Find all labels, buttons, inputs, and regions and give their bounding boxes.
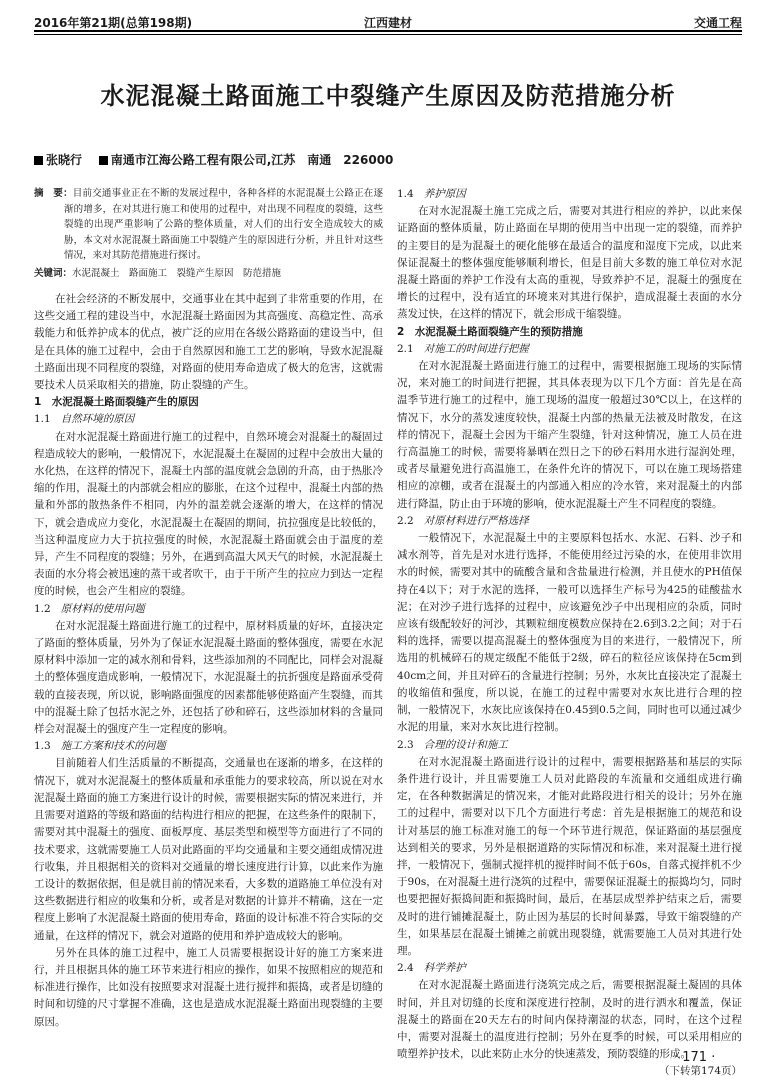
- paragraph-1-3: 目前随着人们生活质量的不断提高，交通量也在逐渐的增多，在这样的情况下，就对水泥混凝土的整体质量和承重能力的要求较高，所以说在对水泥混凝土路面的施工方案进行设计的时候，需要根据实际的情况来进行，并且需要对道路的等级和路面的结构进行相应的把握，在这些条件的限制下，需要对其中混凝土的强度、面板厚度、基层类型和模型等方面进行了不同的技术要求，这就需要施工人员对此路面的平均交通量和主要交通组成情况进行收集，并且根据相关的资料对交通量的增长速度进行计算，以此来作为施工设计的数据依据，但是就目前的情况来看，大多数的道路施工单位没有对这些数据进行相应的收集和分析，或者是对数据的计算并不精确，这在一定程度上影响了水泥混凝土路面的使用寿命，路面的设计标准不符合实际的交通量，在这样的情况下，就会对道路的使用和养护造成较大的影响。: [34, 757, 383, 942]
- paragraph-1-4: 在对水泥混凝土施工完成之后，需要对其进行相应的养护，以此来保证路面的整体质量，防止路面在早期的使用当中出现一定的裂缝，而养护的主要目的是为混凝土的硬化能够在最适合的温度和湿度下完成，以此来保证混凝土的整体强度能够顺利增长，但是目前大多数的施工单位对水泥混凝土路面的养护工作没有太高的重视，导致养护不足，混凝土的强度在增长的过程中，没有适宜的环境来对其进行保护，造成混凝土表面的水分蒸发过快，在这样的情况下，就会形成干缩裂缝。: [397, 205, 742, 321]
- paragraph-2-4: 在对水泥混凝土路面进行浇筑完成之后，需要根据混凝土凝固的具体时间，并且对切缝的长度和深度进行控制，及时的进行洒水和覆盖，保证混凝土的路面在20天左右的时间内保持潮湿的状态，同时，在这个过程中，需要对混凝土的温度进行控制；另外在夏季的时候，可以采用相应的喷塑养护技术，以此来防止水分的快速蒸发，预防裂缝的形成。: [397, 979, 742, 1061]
- issue-info: 2016年第21期(总第198期): [34, 16, 193, 30]
- journal-name: 江西建材: [363, 16, 412, 30]
- section-heading-1: 1 水泥混凝土路面裂缝产生的原因: [34, 396, 199, 409]
- keywords-text: 水泥混凝土 路面施工 裂缝产生原因 防范措施: [72, 267, 282, 279]
- bullet-square-icon: [99, 156, 108, 165]
- abstract-label: 摘 要：: [34, 188, 73, 199]
- paragraph-2-2: 一般情况下，水泥混凝土中的主要原料包括水、水泥、石料、沙子和减水剂等，首先是对水进行选择，不能使用经过污染的水，在使用非饮用水的时候，需要对其中的硫酸含量和含盐量进行检测，并且使水的PH值保持在4以下；对于水泥的选择，一般可以选择生产标号为425的硅酸盐水泥；在对沙子进行选择的过程中，应该避免沙子中出现相应的杂质，同时应该有级配较好的河沙，其颗粒细度模数应保持在2.6到3.2之间；对于石料的选择，需要以提高混凝土的整体强度为目的来进行，一般情况下，所选用的机械碎石的规定级配不能低于2级，碎石的粒径应该保持在5cm到40cm之间，并且对碎石的含量进行控制；另外，水灰比直接决定了混凝土的收缩值和强度，所以说，在施工的过程中需要对水灰比进行合理的控制，一般情况下，水灰比应该保持在0.45到0.5之间，同时也可以通过减少水泥的用量，来对水灰比进行控制。: [397, 532, 742, 734]
- paragraph-1-2: 在对水泥混凝土路面进行施工的过程中，原材料质量的好坏，直接决定了路面的整体质量，另外为了保证水泥混凝土路面的整体强度，需要在水泥原材料中添加一定的减水剂和骨料，这些添加剂的不同配比，同样会对混凝土的整体强度造成影响，一般情况下，水泥混凝土的抗折强度是路面承受荷载的直接表现，所以说，影响路面强度的因素都能够使路面产生裂缝，而其中的混凝土除了包括水泥之外，还包括了砂和碎石，这些添加材料的含量同样会对混凝土的强度产生一定程度的影响。: [34, 619, 383, 736]
- subsection-heading-2-1: 2.1 对施工的时间进行把握: [397, 342, 529, 355]
- page-number: · 171 ·: [674, 1050, 716, 1065]
- subsection-heading-1-1: 1.1 自然环境的原因: [34, 413, 135, 426]
- subsection-heading-1-4: 1.4 养护原因: [397, 188, 466, 200]
- author-line: [34, 151, 393, 168]
- author-name: 张晓行: [46, 153, 83, 167]
- author-affiliation: 南通市江海公路工程有限公司,江苏 南通 226000: [110, 153, 394, 167]
- paragraph-2-1: 在对水泥混凝土路面进行施工的过程中，需要根据施工现场的实际情况，来对施工的时间进行把握，其具体表现为以下几个方面：首先是在高温季节进行施工的过程中，施工现场的温度一般超过30℃以上，在这样的情况下，水分的蒸发速度较快，混凝土内部的热量无法被及时散发，在这样的情况下，混凝土会因为干缩产生裂缝，针对这种情况，施工人员在进行高温施工的时候，需要将暴晒在烈日之下的砂石料用水进行湿润处理，或者尽量避免进行高温施工，在条件允许的情况下，可以在施工现场搭建相应的凉棚，或者在混凝土的内部通入相应的冷水管，来对混凝土的内部进行降温，防止由于环境的影响，使水泥混凝土产生不同程度的裂缝。: [397, 360, 742, 510]
- left-column: [34, 186, 383, 1031]
- continued-note: （下转第174页）: [658, 1065, 742, 1078]
- keywords-label: 关键词：: [34, 267, 73, 279]
- paragraph-1-1: 在对水泥混凝土路面进行施工的过程中，自然环境会对混凝土的凝固过程造成较大的影响，一般情况下，水泥混凝土在凝固的过程中会放出大量的水化热，在这样的情况下，混凝土内部的温度就会急剧的升高，由于热胀冷缩的作用，混凝土的内部就会相应的膨胀，在这个过程中，混凝土内部的热量和外部的散热条件不相同，内外的温差就会逐渐的增大，在这样的情况下，就会造成应力变化，水泥混凝土在凝固的期间，抗拉强度是比较低的，当这种温度应力大于抗拉强度的时候，水泥混凝土路面就会由于温度的差异，产生不同程度的裂缝；另外，在遇到高温大风天气的时候，水泥混凝土表面的水分将会被迅速的蒸干或者吹干，由于干所产生的拉应力到达一定程度的时候，也会产生相应的裂缝。: [34, 430, 383, 598]
- paragraph-1-3b: 另外在具体的施工过程中，施工人员需要根据设计好的施工方案来进行，并且根据具体的施工环节来进行相应的操作，如果不按照相应的规范和标准进行操作，比如没有按照要求对混凝土进行搅拌和振捣，或者是切缝的时间和切缝的尺寸掌握不准确，这也是造成水泥混凝土路面出现裂缝的主要原因。: [34, 946, 383, 1028]
- header-rule-thick: [34, 30, 742, 32]
- subsection-heading-1-3: 1.3 施工方案和技术的问题: [34, 740, 166, 753]
- subsection-heading-2-3: 2.3 合理的设计和施工: [397, 738, 508, 751]
- subsection-heading-1-2: 1.2 原材料的使用问题: [34, 602, 145, 615]
- section-heading-2: 2 水泥混凝土路面裂缝产生的预防措施: [397, 325, 583, 338]
- intro-paragraph: 在社会经济的不断发展中，交通事业在其中起到了非常重要的作用，在这些交通工程的建设当中，水泥混凝土路面因为其高强度、高稳定性、高承载能力和低养护成本的优点，被广泛的应用在各级公路路面的建设当中，但是在具体的施工过程中，会由于自然原因和施工工艺的影响，导致水泥混凝土路面出现不同程度的裂缝，对路面的使用寿命造成了极大的危害，这就需要技术人员采取相关的措施，防止裂缝的产生。: [34, 293, 383, 392]
- header-rule-thin: [34, 34, 742, 35]
- abstract-text: 目前交通事业正在不断的发展过程中，各种各样的水泥混凝土公路正在逐渐的增多，在对其进行施工和使用的过程中，对出现不同程度的裂缝，这些裂缝的出现严重影响了公路的整体质量，对人们的出行安全造成较大的威胁，本文对水泥混凝土路面施工中裂缝产生的原因进行分析，并且针对这些情况，来对其防范措施进行探讨。: [64, 188, 383, 261]
- section-name: 交通工程: [693, 16, 742, 30]
- paragraph-2-3: 在对水泥混凝土路面进行设计的过程中，需要根据路基和基层的实际条件进行设计，并且需要施工人员对此路段的车流量和交通组成进行确定，在各种数据满足的情况来，才能对此路段进行相关的设计；另外在施工的过程中，需要对以下几个方面进行考虑：首先是根据施工的规范和设计对基层的施工标准对施工的每一个环节进行规范，保证路面的基层强度达到相关的要求，另外是根据道路的实际情况和标准，来对混凝土进行搅拌，一般情况下，强制式搅拌机的搅拌时间不低于60s，自落式搅拌机不少于90s，在对混凝土进行浇筑的过程中，需要保证混凝土的振捣均匀，同时也要把握好振捣间距和振捣时间，最后，在基层成型养护结束之后，需要及时的进行铺摊混凝土，防止因为基层的长时间暴露，导致干缩裂缝的产生，如果基层在混凝土铺摊之前就出现裂缝，就需要施工人员对其进行处理。: [397, 755, 742, 957]
- right-column: [397, 186, 742, 1081]
- bullet-square-icon: [34, 156, 43, 165]
- subsection-heading-2-2: 2.2 对原材料进行严格选择: [397, 514, 529, 527]
- running-header: [34, 8, 742, 30]
- subsection-heading-2-4: 2.4 科学养护: [397, 962, 466, 975]
- keywords: [34, 266, 383, 282]
- paper-title: 水泥混凝土路面施工中裂缝产生原因及防范措施分析: [100, 82, 676, 110]
- abstract: [34, 186, 383, 264]
